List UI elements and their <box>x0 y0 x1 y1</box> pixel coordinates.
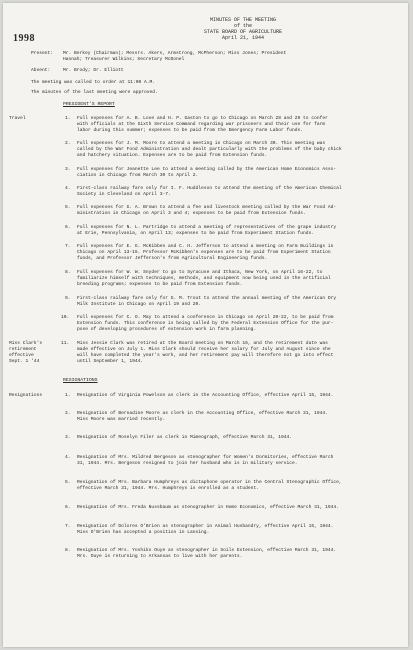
title-line-2: of the <box>233 23 252 29</box>
present-line-2: Hannah; Treasurer Wilkins; Secretary McDonel <box>63 57 185 62</box>
report-item-line: breeding programs; expenses to be paid from Extension funds. <box>77 282 243 287</box>
minutes-approved: The minutes of the last meeting were approved. <box>31 90 158 95</box>
report-item-line: at Erie, Pennsylvania, on April 13; expenses to be paid from Experiment Station funds. <box>77 231 315 236</box>
report-item-num: 7. <box>65 244 71 249</box>
report-item-num: 8. <box>65 270 71 275</box>
report-item-line: Full expenses for E. G. McKibben and C. H. Jefferson to attend a meeting on Farm Buildings in <box>77 244 334 249</box>
resignation-num: 3. <box>65 435 71 440</box>
report-item-line: labor during this summer; expenses to be paid from the Emergency Farm Labor funds. <box>77 128 304 133</box>
title-line-1: MINUTES OF THE MEETING <box>209 17 276 23</box>
report-item-num: 3. <box>65 167 71 172</box>
report-item-line: Full expenses for Jeanette Lee to attend a meeting called by the American Home Economics Asso- <box>77 167 337 172</box>
report-item-line: ministration in Chicago on April 3 and 4; expenses to be paid from Extension funds. <box>77 211 306 216</box>
margin-clark-2: retirement <box>9 347 37 352</box>
report-item-line: with officials at the Sixth Service Command regarding war prisoners and their use for farm <box>77 122 326 127</box>
resignation-num: 2. <box>65 411 71 416</box>
report-item-line: Full expenses for A. B. Love and H. P. Gaston to go to Chicago on March 28 and 29 to confer <box>77 116 328 121</box>
page-number: 1998 <box>13 33 35 44</box>
report-item-line: will have completed the year's work, and her retirement pay will therefore not go into effect <box>77 353 334 358</box>
report-item-line: Chicago on April 13-15. Professor McKibben's expenses are to be paid from Experiment Station <box>77 250 331 255</box>
resignation-line: Resignation of Virginia Powelson as clerk in the Accounting Office, effective April 15, 1944. <box>77 393 334 398</box>
resignation-line: Miss Moore was married recently. <box>77 417 166 422</box>
margin-travel: Travel <box>9 116 26 121</box>
margin-clark-1: Miss Clark's <box>9 341 43 346</box>
report-item-line: Full expenses for G. A. Brown to attend a fee and livestock meeting called by the War Food Ad- <box>77 205 337 210</box>
resignation-line: Resignation of Dolores O'Brien as stenographer in Animal Husbandry, effective April 15, 1944. <box>77 524 334 529</box>
present-label: Present: <box>31 51 54 56</box>
resignation-line: Resignation of Mrs. Mildred Bergeson as stenographer for Women's Dormitories, effective March <box>77 455 334 460</box>
report-item-line: pose of developing procedures of extension work in farm planning. <box>77 327 257 332</box>
report-item-num: 6. <box>65 225 71 230</box>
report-item-line: and hatchery situation. Expenses are to be paid from Extension funds. <box>77 153 268 158</box>
presidents-report-heading: PRESIDENT'S REPORT <box>63 102 115 107</box>
report-item-line: Full expenses for J. M. Moore to attend a meeting in Chicago on March 30. This meeting was <box>77 141 326 146</box>
report-item-num: 2. <box>65 141 71 146</box>
report-item-line: Full expenses for C. O. May to attend a conference in Chicago on April 20-22, to be paid from <box>77 315 334 320</box>
report-item-line: First-class railway fare only for G. M. Trout to attend the annual meeting of the American Dry <box>77 296 337 301</box>
report-item-num: 5. <box>65 205 71 210</box>
resignation-num: 5. <box>65 480 71 485</box>
report-item-line: Extension funds. This conference is being called by the Federal Extension Office for the pur- <box>77 321 334 326</box>
report-item-line: First-class railway fare only for I. F. Huddleson to attend the meeting of the American Chemical <box>77 186 342 191</box>
report-item-num: 4. <box>65 186 71 191</box>
resignation-line: Miss O'Brien has accepted a position in Lansing. <box>77 530 210 535</box>
margin-clark-4: Sept. 1 '44 <box>9 359 40 364</box>
absent-text: Mr. Brody; Dr. Elliott <box>63 68 124 73</box>
report-item-line: Full expenses for W. W. Snyder to go to Syracuse and Ithaca, New York, on April 16-22, to <box>77 270 323 275</box>
resignation-num: 8. <box>65 548 71 553</box>
resignation-num: 7. <box>65 524 71 529</box>
title-line-3: STATE BOARD OF AGRICULTURE <box>203 29 282 35</box>
report-item-line: ciation in Chicago from March 30 to April 2. <box>77 173 199 178</box>
report-item-line: funds, and Professor Jefferson's from Agricultural Engineering funds. <box>77 256 268 261</box>
resignation-line: Resignation of Mrs. Yoshiko Ouye as stenographer in Soils Extension, effective March 31, 1944. <box>77 548 337 553</box>
present-line-1: Mr. Berkey (Chairman); Messrs. Akers, Armstrong, McPherson; Miss Jones; President <box>63 51 287 56</box>
resignation-line: effective March 31, 1944. Mrs. Humphreys is enrolled as a student. <box>77 486 259 491</box>
resignations-heading: RESIGNATIONS <box>63 378 98 383</box>
resignation-num: 1. <box>65 393 71 398</box>
margin-clark-3: effective <box>9 353 34 358</box>
report-item-num: 10. <box>61 315 70 320</box>
report-item-line: Miss Jessie Clark was retired at the Board meeting on March 16, and the retirement date was <box>77 341 328 346</box>
title-line-4: April 21, 1944 <box>221 35 264 41</box>
resignation-line: Resignation of Mrs. Freda Nussbaum as stenographer in Home Economics, effective March 31, 1944. <box>77 505 339 510</box>
resignation-line: Resignation of Bernadine Moore as clerk in the Accounting Office, effective March 31, 1944. <box>77 411 328 416</box>
absent-label: Absent: <box>31 68 51 73</box>
document-page <box>3 3 408 647</box>
report-item-line: until September 1, 1944. <box>77 359 144 364</box>
report-item-line: made effective on July 1. Miss Clark should receive her salary for July and August since she <box>77 347 331 352</box>
resignation-line: Mrs. Ouye is returning to Arkansas to live with her parents. <box>77 554 243 559</box>
report-item-line: Milk Institute in Chicago on April 19 and 20. <box>77 302 202 307</box>
margin-resignations: Resignations <box>9 393 43 398</box>
report-item-line: familiarize himself with techniques, methods, and equipment now being used in the artificial <box>77 276 331 281</box>
report-item-line: Full expenses for N. L. Partridge to attend a meeting of representatives of the grape industry <box>77 225 337 230</box>
report-item-num: 1. <box>65 116 71 121</box>
resignation-line: 31, 1944. Mrs. Bergeson resigned to join her husband who is in military service. <box>77 461 298 466</box>
report-item-line: Society in Cleveland on April 3-7. <box>77 192 171 197</box>
resignation-num: 6. <box>65 505 71 510</box>
resignation-num: 4. <box>65 455 71 460</box>
resignation-line: Resignation of Mrs. Barbara Humphreys as dictaphone operator in the Central Stenographic Office, <box>77 480 342 485</box>
report-item-num: 9. <box>65 296 71 301</box>
called-to-order: The meeting was called to order at 11:00 A.M. <box>31 80 156 85</box>
report-item-num: 11. <box>61 341 70 346</box>
resignation-line: Resignation of Roselyn Filer as clerk in Mimeograph, effective March 31, 1944. <box>77 435 293 440</box>
report-item-line: called by the War Food Administration and dealt particularly with the problems of the baby chick <box>77 147 342 152</box>
